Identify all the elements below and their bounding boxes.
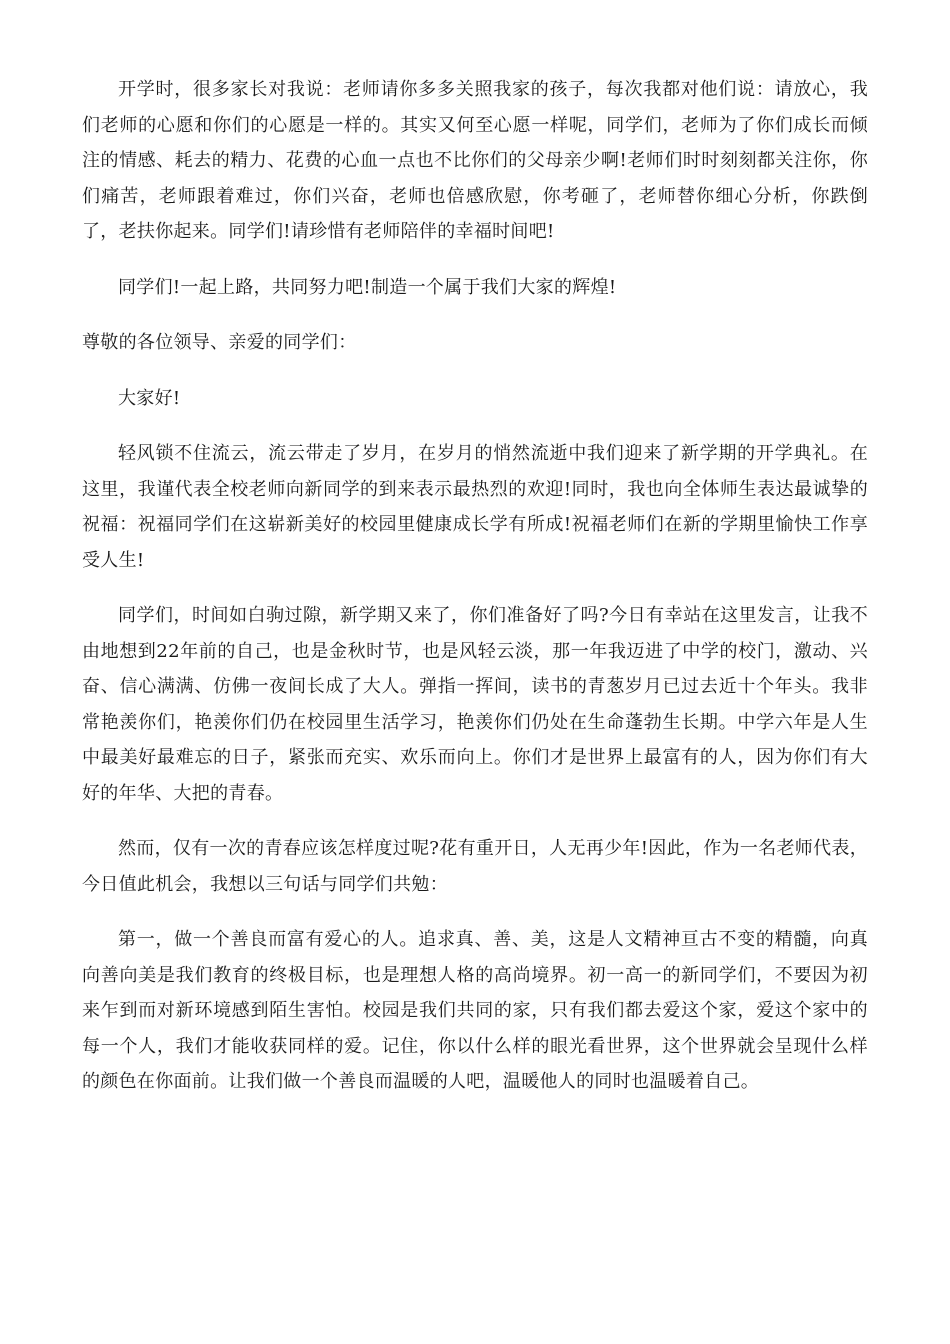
paragraph-three-sentences: 然而，仅有一次的青春应该怎样度过呢?花有重开日，人无再少年!因此，作为一名老师代表，今日值此机会，我想以三句话与同学们共勉：: [82, 838, 868, 895]
paragraph-greeting: 大家好!: [118, 387, 181, 409]
paragraph-first-point: 第一，做一个善良而富有爱心的人。追求真、善、美，这是人文精神亘古不变的精髓，向真向善向美是我们教育的终极目标，也是理想人格的高尚境界。初一高一的新同学们，不要因为初来乍到而对新环境感到陌生害怕。校园是我们共同的家，只有我们都去爱这个家，爱这个家中的每一个人，我们才能收获同样的爱。记住，你以什么样的眼光看世界，这个世界就会呈现什么样的颜色在你面前。让我们做一个善良而温暖的人吧，温暖他人的同时也温暖着自己。: [82, 929, 868, 1092]
paragraph-parents-request: 开学时，很多家长对我说：老师请你多多关照我家的孩子，每次我都对他们说：请放心，我们老师的心愿和你们的心愿是一样的。其实又何至心愿一样呢，同学们，老师为了你们成长而倾注的情感、耗去的精力、花费的心血一点也不比你们的父母亲少啊!老师们时时刻刻都关注你，你们痛苦，老师跟着难过，你们兴奋，老师也倍感欣慰，你考砸了，老师替你细心分析，你跌倒了，老扶你起来。同学们!请珍惜有老师陪伴的幸福时间吧!: [82, 79, 868, 242]
paragraph-work-together: 同学们!一起上路，共同努力吧!制造一个属于我们大家的辉煌!: [118, 276, 617, 298]
paragraph-welcome: 轻风锁不住流云，流云带走了岁月，在岁月的悄然流逝中我们迎来了新学期的开学典礼。在这里，我谨代表全校老师向新同学的到来表示最热烈的欢迎!同时，我也向全体师生表达最诚挚的祝福：祝福同学们在这崭新美好的校园里健康成长学有所成!祝福老师们在新的学期里愉快工作享受人生!: [82, 443, 868, 571]
document-body: [82, 72, 868, 1120]
paragraph-salutation: 尊敬的各位领导、亲爱的同学们：: [82, 332, 357, 353]
paragraph-memories: 同学们，时间如白驹过隙，新学期又来了，你们准备好了吗?今日有幸站在这里发言，让我不由地想到22年前的自己，也是金秋时节，也是风轻云淡，那一年我迈进了中学的校门，激动、兴奋、信心满满、仿佛一夜间长成了大人。弹指一挥间，读书的青葱岁月已过去近十个年头。我非常艳羡你们，艳羡你们仍在校园里生活学习，艳羡你们仍处在生命蓬勃生长期。中学六年是人生中最美好最难忘的日子，紧张而充实、欢乐而向上。你们才是世界上最富有的人，因为你们有大好的年华、大把的青春。: [82, 605, 868, 804]
